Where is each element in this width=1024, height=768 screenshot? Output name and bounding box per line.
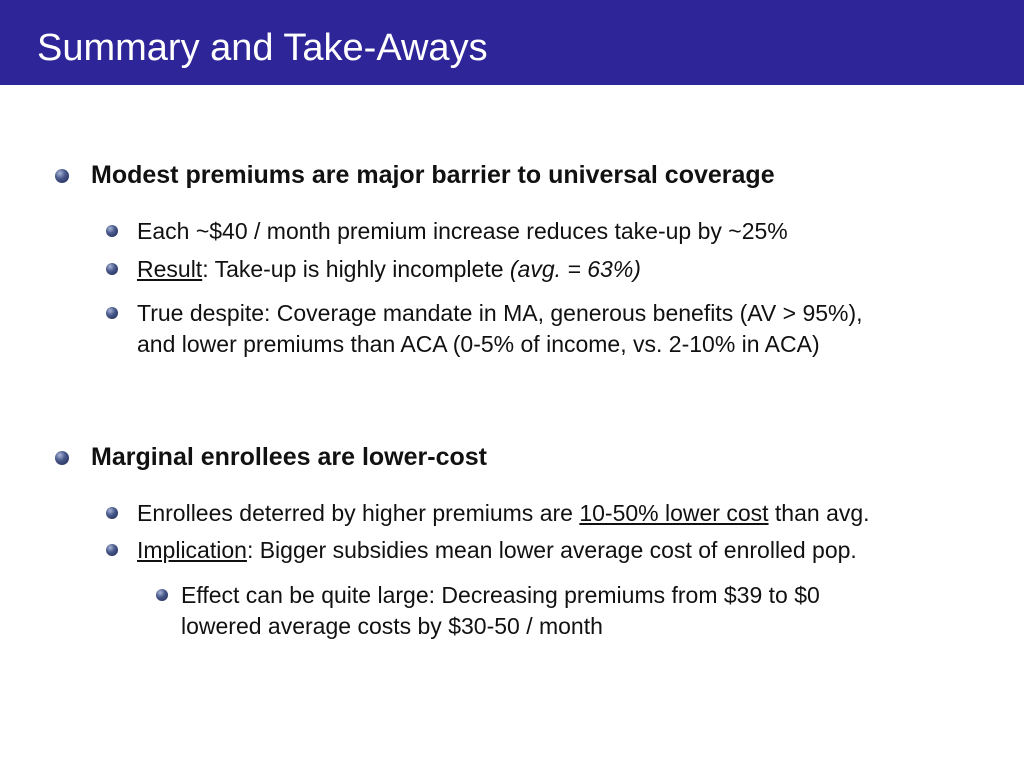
bullet-icon <box>55 451 69 465</box>
slide-title: Summary and Take-Aways <box>37 27 488 69</box>
list-item <box>137 254 641 284</box>
bullet-icon <box>106 263 118 275</box>
section-heading: Modest premiums are major barrier to universal coverage <box>91 161 775 189</box>
bullet-icon <box>106 307 118 319</box>
item-text: : Bigger subsidies mean lower average cost of enrolled pop. <box>246 537 857 563</box>
bullet-icon <box>106 544 118 556</box>
list-item: Each ~$40 / month premium increase reduces take-up by ~25% <box>137 218 788 244</box>
bullet-icon <box>106 225 118 237</box>
item-text: : Take-up is highly incomplete <box>202 256 510 282</box>
list-item <box>137 498 870 528</box>
bullet-icon <box>106 507 118 519</box>
list-item-line-2: and lower premiums than ACA (0-5% of income, vs. 2-10% in ACA) <box>137 331 820 357</box>
sub-item-line-2: lowered average costs by $30-50 / month <box>181 613 603 639</box>
list-item <box>137 535 857 565</box>
section-heading: Marginal enrollees are lower-cost <box>91 443 487 471</box>
list-item-line-1: True despite: Coverage mandate in MA, generous benefits (AV > 95%), <box>137 300 863 326</box>
underlined-term: Result <box>137 256 203 282</box>
item-text: Enrollees deterred by higher premiums are <box>137 500 580 526</box>
italic-note: (avg. = 63%) <box>509 256 641 282</box>
underlined-term: Implication <box>137 537 247 563</box>
sub-item-line-1: Effect can be quite large: Decreasing premiums from $39 to $0 <box>181 582 820 608</box>
bullet-icon <box>156 589 168 601</box>
bullet-icon <box>55 169 69 183</box>
underlined-term: 10-50% lower cost <box>579 500 769 526</box>
item-text: than avg. <box>768 500 870 526</box>
